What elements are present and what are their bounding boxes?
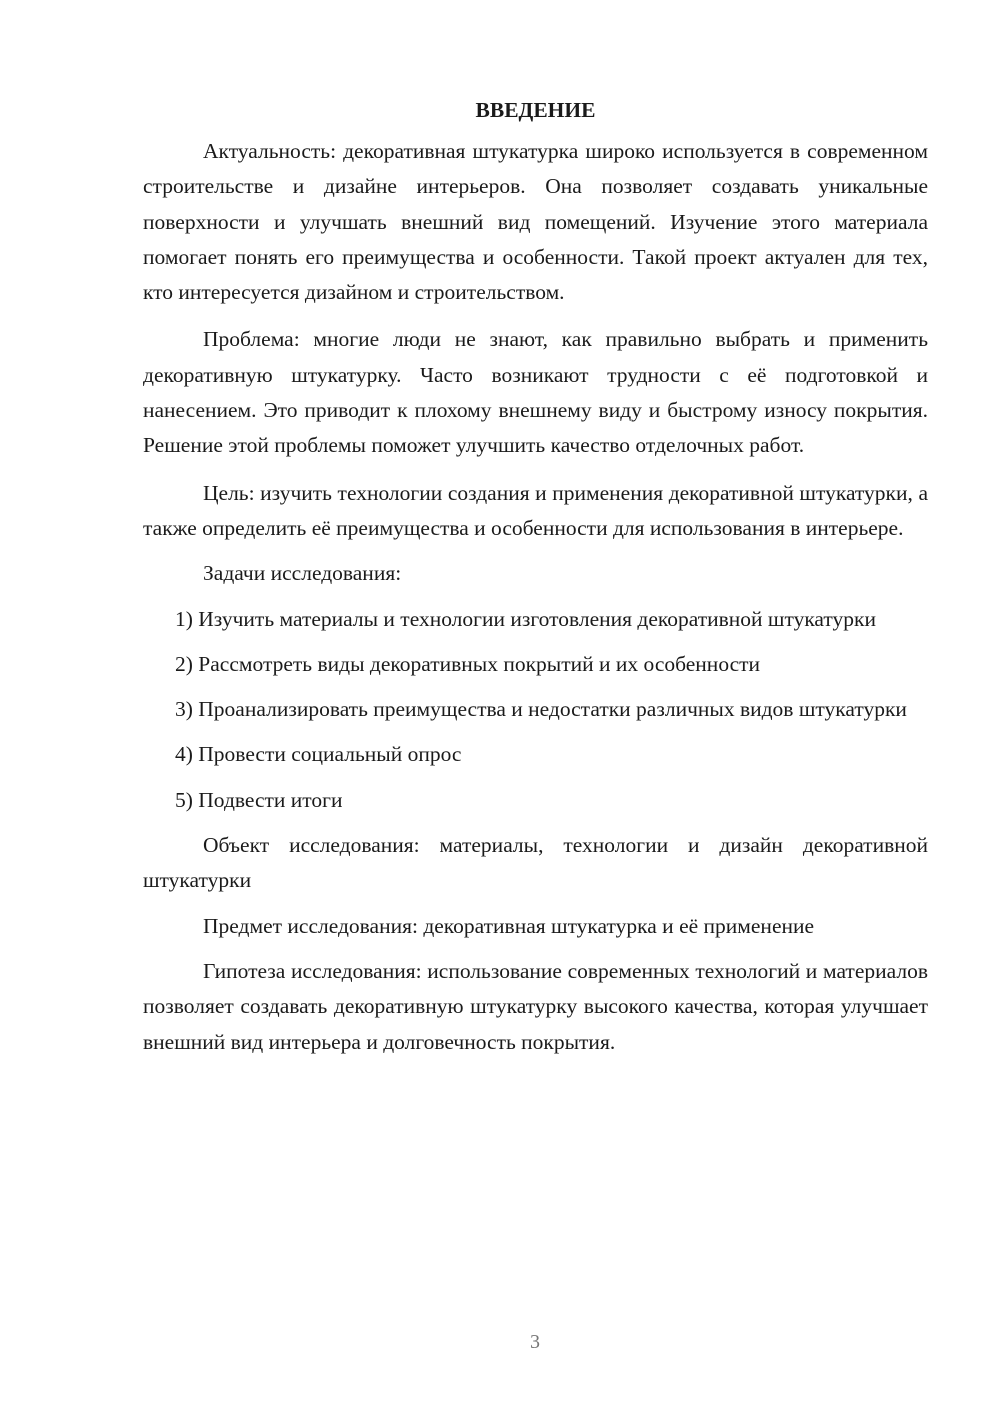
paragraph-subject: Предмет исследования: декоративная штукатурка и её применение [203, 913, 815, 938]
paragraph-object: Объект исследования: материалы, технологии и дизайн декоративной штукатурки [143, 833, 928, 893]
task-item-5: 5) Подвести итоги [175, 787, 343, 812]
page-number: 3 [530, 1331, 540, 1353]
task-item-4: 4) Провести социальный опрос [175, 742, 462, 767]
task-item-3: 3) Проанализировать преимущества и недостатки различных видов штукатурки [175, 697, 907, 722]
paragraph-relevance: Актуальность: декоративная штукатурка широко используется в современном строительстве и дизайне интерьеров. Она позволяет создавать уникальные поверхности и улучшать внешний вид помещений. Изучение этого материала помогает понять его преимущества и особенности. Такой проект актуален для тех, кто интересуется дизайном и строительством. [143, 139, 928, 305]
task-item-2: 2) Рассмотреть виды декоративных покрытий и их особенности [175, 651, 761, 676]
task-item-1: 1) Изучить материалы и технологии изготовления декоративной штукатурки [175, 606, 876, 631]
tasks-list [143, 602, 928, 818]
paragraph-hypothesis: Гипотеза исследования: использование современных технологий и материалов позволяет создавать декоративную штукатурку высокого качества, которая улучшает внешний вид интерьера и долговечность покрытия. [143, 958, 928, 1054]
page-title: ВВЕДЕНИЕ [475, 98, 596, 122]
tasks-heading: Задачи исследования: [203, 561, 402, 586]
document-page [143, 92, 928, 1060]
paragraph-problem: Проблема: многие люди не знают, как правильно выбрать и применить декоративную штукатурку. Часто возникают трудности с её подготовкой и нанесением. Это приводит к плохому внешнему виду и быстрому износу покрытия. Решение этой проблемы поможет улучшить качество отделочных работ. [143, 327, 928, 458]
paragraph-goal: Цель: изучить технологии создания и применения декоративной штукатурки, а также определить её преимущества и особенности для использования в интерьере. [143, 480, 928, 540]
